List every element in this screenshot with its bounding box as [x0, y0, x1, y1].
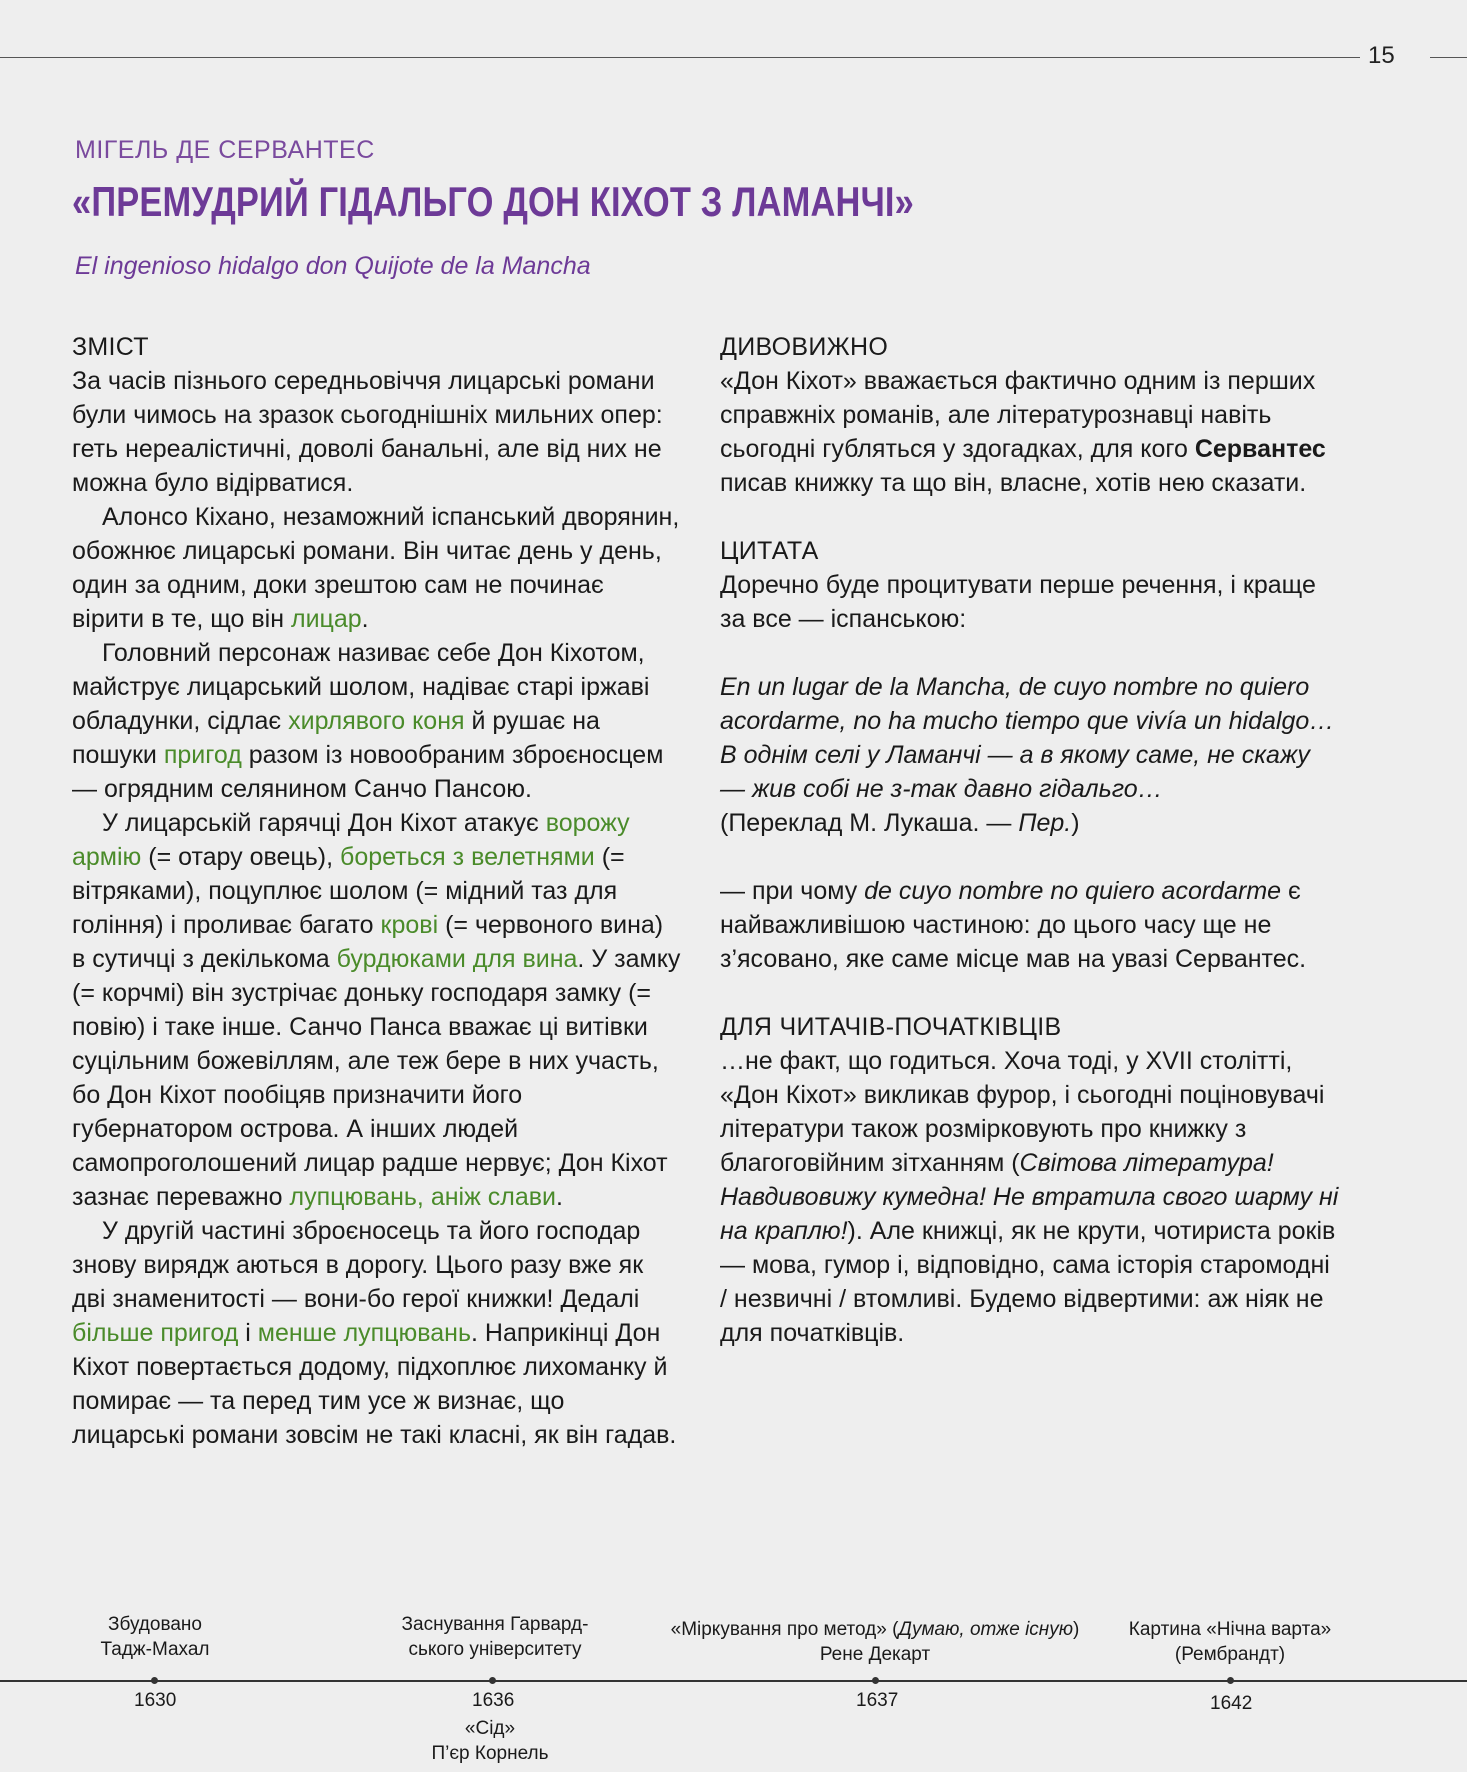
timeline-year-1637: 1637: [856, 1690, 899, 1711]
highlight-fewer-beatings: менше лупцювань: [257, 1319, 471, 1347]
quote-ukrainian: В однім селі у Ламанчі — а в якому саме, не скажу — жив собі не з-так давно гідальго…: [720, 741, 1310, 803]
highlight-horse: хирлявого коня: [288, 707, 465, 735]
highlight-more-adventures: більше пригод: [72, 1319, 239, 1347]
section-heading-content: ЗМІСТ: [72, 333, 149, 361]
timeline-rule: [0, 1680, 1467, 1682]
paragraph-protagonist: Головний персонаж називає себе Дон Кіхотом, майструє лицарський шолом, надіває старі іржаві обладунки, сідлає хирлявого коня й рушає на пошуки пригод разом із новообраним зброєносцем — огрядним селянином Санчо Пансою.: [72, 639, 664, 803]
quote-spanish: En un lugar de la Mancha, de cuyo nombre no quiero acordarme, no ha mucho tiempo que vivía un hidalgo…: [720, 673, 1335, 735]
section-heading-quote: ЦИТАТА: [720, 537, 819, 565]
timeline-marker-1630: [151, 1677, 158, 1684]
timeline-caption-night-watch: Картина «Нічна варта» (Рембрандт): [1128, 1619, 1332, 1665]
highlight-wineskins: бурдюками для вина: [336, 945, 578, 973]
section-heading-amazing: ДИВОВИЖНО: [720, 333, 889, 361]
right-column: [720, 330, 1340, 1350]
quote-credit: (Переклад М. Лукаша. — Пер.): [720, 809, 1080, 837]
top-rule: [0, 57, 1360, 58]
timeline-marker-1637: [872, 1677, 879, 1684]
paragraph-fever: У лицарській гарячці Дон Кіхот атакує ворожу армію (= отару овець), бореться з велетнями (= вітряками), поцуплює шолом (= мідний таз для гоління) і проливає багато крові (= червоного вина) в сутичці з декількома бурдюками для вина. У замку (= корчмі) він зустрічає доньку господаря замку (= повію) і таке інше. Санчо Панса вважає ці витівки суцільним божевіллям, але теж бере в них участь, бо Дон Кіхот пообіцяв призначити його губернатором острова. А інших людей самопроголошений лицар радше нервує; Дон Кіхот зазнає переважно лупцювань, аніж слави.: [72, 809, 681, 1211]
left-column: [72, 330, 682, 1452]
highlight-knight: лицар: [290, 605, 362, 633]
paragraph-quote-intro: Доречно буде процитувати перше речення, і краще за все — іспанською:: [720, 571, 1316, 633]
highlight-adventures: пригод: [163, 741, 242, 769]
paragraph-alonso: Алонсо Кіхано, незаможний іспанський дворянин, обожнює лицарські романи. Він читає день у день, один за одним, доки зрештою сам не починає вірити в те, що він лицар.: [72, 503, 680, 633]
highlight-army: ворожу армію: [72, 809, 630, 871]
timeline-year-1630: 1630: [134, 1690, 177, 1711]
author-name: МІГЕЛЬ ДЕ СЕРВАНТЕС: [75, 136, 375, 164]
highlight-giants: бореться з велетнями: [340, 843, 595, 871]
paragraph-intro: За часів пізнього середньовіччя лицарські романи були чимось на зразок сьогоднішніх мильних опер: геть нереалістичні, доволі банальні, але від них не можна було відірватися.: [72, 367, 663, 497]
timeline-caption-taj-mahal: Збудовано Тадж-Махал: [100, 1614, 210, 1660]
bold-cervantes: Сервантес: [1194, 435, 1326, 463]
timeline-marker-1642: [1227, 1677, 1234, 1684]
timeline-year-1636: 1636: [472, 1690, 515, 1711]
book-title: «ПРЕМУДРИЙ ГІДАЛЬГО ДОН КІХОТ З ЛАМАНЧІ»: [72, 178, 914, 225]
paragraph-quote-note: — при чому de cuyo nombre no quiero acordarme є найважливішою частиною: до цього часу ще не з’ясовано, яке саме місце мав на увазі Сервантес.: [720, 877, 1307, 973]
timeline-caption-harvard: Заснування Гарвард- ського університету: [401, 1614, 589, 1660]
page-number: 15: [1368, 42, 1395, 69]
paragraph-second-part: У другій частині зброєносець та його господар знову вирядж аються в дорогу. Цього разу вже як дві знаменитості — вони-бо герої книжки! Дедалі більше пригод і менше лупцювань. Наприкінці Дон Кіхот повертається додому, підхоплює лихоманку й помирає — та перед тим усе ж визнає, що лицарські романи зовсім не такі класні, як він гадав.: [72, 1217, 677, 1449]
timeline-caption-cid: «Сід» П’єр Корнель: [431, 1718, 549, 1764]
section-heading-beginners: ДЛЯ ЧИТАЧІВ-ПОЧАТКІВЦІВ: [720, 1013, 1062, 1041]
top-rule-right: [1430, 57, 1467, 58]
timeline-caption-descartes: «Міркування про метод» (Думаю, отже існую) Рене Декарт: [670, 1619, 1080, 1665]
paragraph-beginners: …не факт, що годиться. Хоча тоді, у XVII столітті, «Дон Кіхот» викликав фурор, і сьогодні поціновувачі літератури також розмірковують про книжку з благоговійним зітханням (Світова література! Навдивовижу кумедна! Не втратила свого шарму ні на краплю!). Але книжці, як не крути, чотириста років — мова, гумор і, відповідно, сама історія старомодні / незвичні / втомливі. Будемо відвертими: аж ніяк не для початківців.: [720, 1047, 1339, 1347]
highlight-blood: крові: [380, 911, 439, 939]
timeline-marker-1636: [489, 1677, 496, 1684]
highlight-beatings: лупцювань, аніж слави: [289, 1183, 556, 1211]
original-title: El ingenioso hidalgo don Quijote de la Mancha: [75, 252, 591, 280]
timeline-year-1642: 1642: [1210, 1693, 1253, 1714]
paragraph-amazing: «Дон Кіхот» вважається фактично одним із перших справжніх романів, але літературознавці навіть сьогодні губляться у здогадках, для кого Сервантес писав книжку та що він, власне, хотів нею сказати.: [720, 367, 1326, 497]
